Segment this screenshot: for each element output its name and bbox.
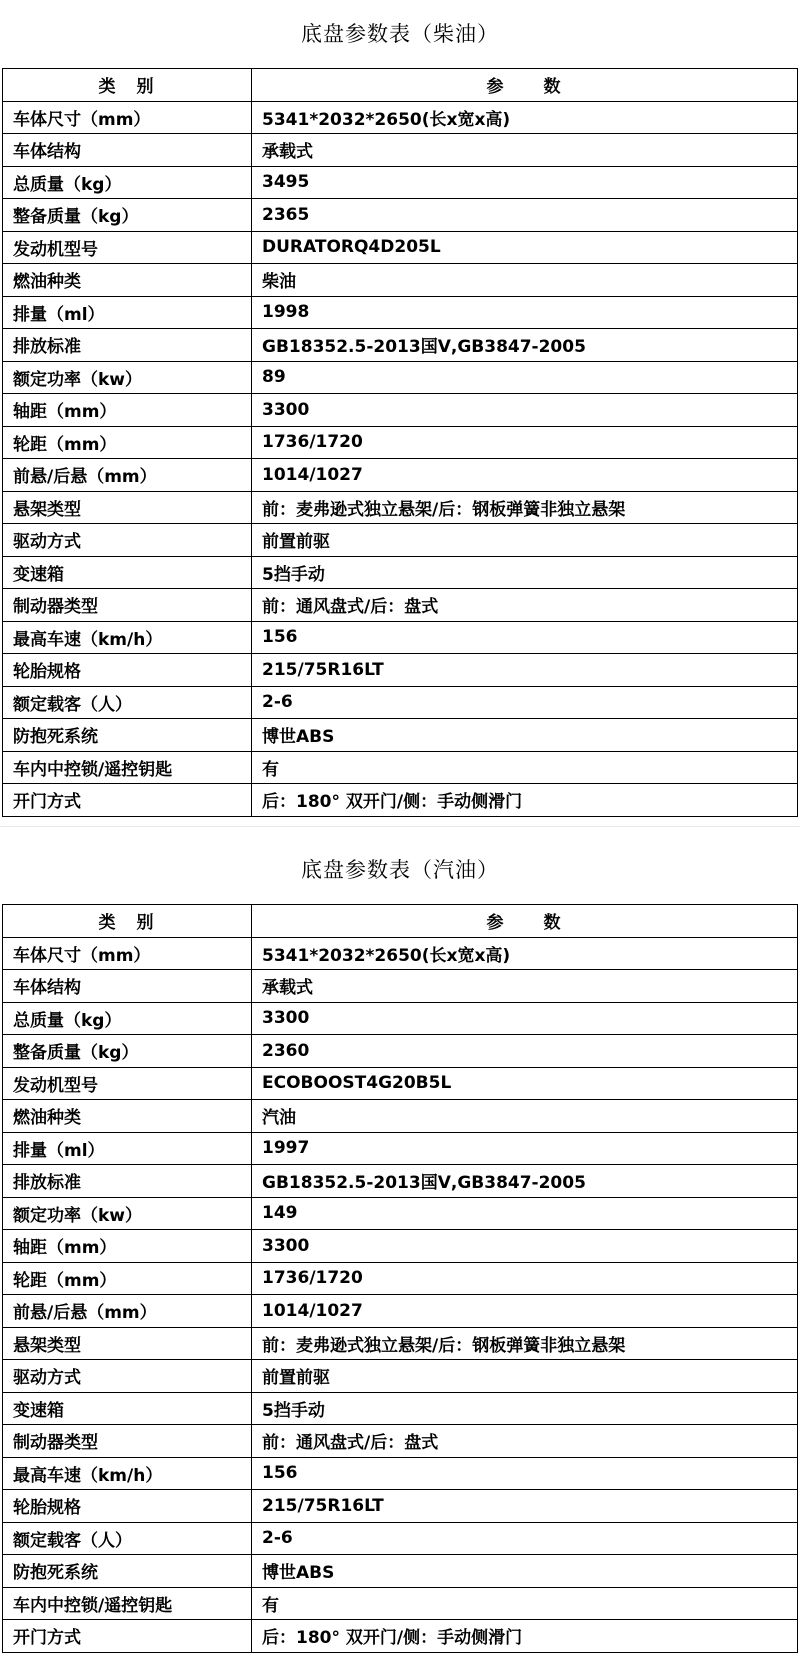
row-label: 前悬/后悬（mm）	[3, 459, 252, 492]
row-value: ECOBOOST4G20B5L	[252, 1067, 798, 1100]
row-value: 89	[252, 361, 798, 394]
row-label: 轮胎规格	[3, 1490, 252, 1523]
row-value: 1014/1027	[252, 459, 798, 492]
row-label: 变速箱	[3, 1392, 252, 1425]
row-label: 总质量（kg）	[3, 166, 252, 199]
row-label: 轮胎规格	[3, 654, 252, 687]
row-label: 总质量（kg）	[3, 1002, 252, 1035]
row-label: 轮距（mm）	[3, 1262, 252, 1295]
row-label: 发动机型号	[3, 1067, 252, 1100]
row-label: 车体结构	[3, 970, 252, 1003]
table-row	[3, 394, 798, 427]
table-row	[3, 1555, 798, 1588]
table-row	[3, 426, 798, 459]
row-label: 整备质量（kg）	[3, 199, 252, 232]
table-row	[3, 937, 798, 970]
table-row	[3, 784, 798, 817]
gasoline-table-title: 底盘参数表（汽油）	[301, 858, 499, 882]
table-row	[3, 1490, 798, 1523]
row-value: 前：麦弗逊式独立悬架/后：钢板弹簧非独立悬架	[252, 491, 798, 524]
row-value: 博世ABS	[252, 1555, 798, 1588]
table-row	[3, 264, 798, 297]
table-row	[3, 1457, 798, 1490]
row-label: 最高车速（km/h）	[3, 1457, 252, 1490]
row-value: 后：180° 双开门/侧：手动侧滑门	[252, 784, 798, 817]
row-label: 前悬/后悬（mm）	[3, 1295, 252, 1328]
table-row	[3, 524, 798, 557]
row-label: 车体结构	[3, 134, 252, 167]
row-label: 额定功率（kw）	[3, 1197, 252, 1230]
row-label: 燃油种类	[3, 1100, 252, 1133]
diesel-table-title: 底盘参数表（柴油）	[301, 22, 499, 46]
table-row	[3, 1165, 798, 1198]
table-row	[3, 1100, 798, 1133]
table-row	[3, 1327, 798, 1360]
row-value: 5挡手动	[252, 556, 798, 589]
row-value: DURATORQ4D205L	[252, 231, 798, 264]
table-row	[3, 654, 798, 687]
row-value: 承载式	[252, 134, 798, 167]
row-label: 防抱死系统	[3, 1555, 252, 1588]
row-label: 制动器类型	[3, 589, 252, 622]
row-value: 承载式	[252, 970, 798, 1003]
row-value: 5341*2032*2650(长x宽x高)	[252, 101, 798, 134]
table-row	[3, 556, 798, 589]
row-value: 215/75R16LT	[252, 1490, 798, 1523]
row-label: 悬架类型	[3, 1327, 252, 1360]
row-value: 前：通风盘式/后：盘式	[252, 1425, 798, 1458]
table-row	[3, 491, 798, 524]
row-label: 排放标准	[3, 329, 252, 362]
row-value: 156	[252, 1457, 798, 1490]
row-value: 2-6	[252, 1522, 798, 1555]
row-label: 车体尺寸（mm）	[3, 101, 252, 134]
row-label: 整备质量（kg）	[3, 1035, 252, 1068]
row-label: 开门方式	[3, 784, 252, 817]
section-divider	[0, 826, 800, 833]
table-row	[3, 1197, 798, 1230]
row-label: 额定功率（kw）	[3, 361, 252, 394]
table-row	[3, 589, 798, 622]
row-label: 开门方式	[3, 1620, 252, 1653]
row-value: 149	[252, 1197, 798, 1230]
gasoline-spec-table	[2, 904, 798, 1653]
row-value: 汽油	[252, 1100, 798, 1133]
row-label: 车内中控锁/遥控钥匙	[3, 751, 252, 784]
row-value: 有	[252, 751, 798, 784]
table-row	[3, 329, 798, 362]
table-row	[3, 1295, 798, 1328]
table-row	[3, 970, 798, 1003]
row-value: 2360	[252, 1035, 798, 1068]
row-label: 最高车速（km/h）	[3, 621, 252, 654]
table-row	[3, 1002, 798, 1035]
row-label: 驱动方式	[3, 1360, 252, 1393]
value-header: 参 数	[252, 905, 798, 938]
row-label: 制动器类型	[3, 1425, 252, 1458]
table-row	[3, 751, 798, 784]
row-value: GB18352.5-2013国Ⅴ,GB3847-2005	[252, 329, 798, 362]
table-row	[3, 1035, 798, 1068]
row-label: 额定载客（人）	[3, 686, 252, 719]
row-label: 轮距（mm）	[3, 426, 252, 459]
table-row	[3, 361, 798, 394]
row-value: 1736/1720	[252, 426, 798, 459]
row-value: 156	[252, 621, 798, 654]
row-value: 2365	[252, 199, 798, 232]
table-row	[3, 1067, 798, 1100]
row-label: 发动机型号	[3, 231, 252, 264]
row-value: 3300	[252, 394, 798, 427]
row-value: 5挡手动	[252, 1392, 798, 1425]
row-label: 变速箱	[3, 556, 252, 589]
table-row	[3, 296, 798, 329]
row-label: 排放标准	[3, 1165, 252, 1198]
diesel-spec-section	[0, 0, 800, 817]
row-label: 排量（ml）	[3, 1132, 252, 1165]
row-label: 额定载客（人）	[3, 1522, 252, 1555]
row-value: 后：180° 双开门/侧：手动侧滑门	[252, 1620, 798, 1653]
table-row	[3, 166, 798, 199]
table-row	[3, 1425, 798, 1458]
table-row	[3, 1132, 798, 1165]
table-row	[3, 134, 798, 167]
row-value: 215/75R16LT	[252, 654, 798, 687]
row-value: 博世ABS	[252, 719, 798, 752]
row-value: 5341*2032*2650(长x宽x高)	[252, 937, 798, 970]
row-label: 车内中控锁/遥控钥匙	[3, 1587, 252, 1620]
table-header-row	[3, 69, 798, 102]
row-label: 燃油种类	[3, 264, 252, 297]
table-row	[3, 459, 798, 492]
row-value: GB18352.5-2013国Ⅴ,GB3847-2005	[252, 1165, 798, 1198]
category-header: 类 别	[3, 905, 252, 938]
row-value: 前置前驱	[252, 524, 798, 557]
row-value: 前置前驱	[252, 1360, 798, 1393]
value-header: 参 数	[252, 69, 798, 102]
row-value: 有	[252, 1587, 798, 1620]
table-row	[3, 101, 798, 134]
category-header: 类 别	[3, 69, 252, 102]
table-row	[3, 1262, 798, 1295]
table-row	[3, 1587, 798, 1620]
row-value: 3300	[252, 1002, 798, 1035]
row-label: 轴距（mm）	[3, 1230, 252, 1263]
row-value: 1014/1027	[252, 1295, 798, 1328]
row-label: 悬架类型	[3, 491, 252, 524]
table-row	[3, 1360, 798, 1393]
table-row	[3, 1522, 798, 1555]
table-row	[3, 1230, 798, 1263]
row-value: 2-6	[252, 686, 798, 719]
table-header-row	[3, 905, 798, 938]
row-value: 3495	[252, 166, 798, 199]
diesel-spec-table	[2, 68, 798, 817]
gasoline-spec-section	[0, 836, 800, 1653]
table-row	[3, 686, 798, 719]
table-row	[3, 231, 798, 264]
row-label: 排量（ml）	[3, 296, 252, 329]
row-label: 驱动方式	[3, 524, 252, 557]
row-label: 轴距（mm）	[3, 394, 252, 427]
table-row	[3, 719, 798, 752]
table-row	[3, 1620, 798, 1653]
row-label: 防抱死系统	[3, 719, 252, 752]
row-value: 前：麦弗逊式独立悬架/后：钢板弹簧非独立悬架	[252, 1327, 798, 1360]
row-value: 柴油	[252, 264, 798, 297]
row-value: 1998	[252, 296, 798, 329]
row-value: 前：通风盘式/后：盘式	[252, 589, 798, 622]
row-value: 1736/1720	[252, 1262, 798, 1295]
table-row	[3, 1392, 798, 1425]
table-row	[3, 199, 798, 232]
table-row	[3, 621, 798, 654]
row-value: 1997	[252, 1132, 798, 1165]
row-label: 车体尺寸（mm）	[3, 937, 252, 970]
row-value: 3300	[252, 1230, 798, 1263]
